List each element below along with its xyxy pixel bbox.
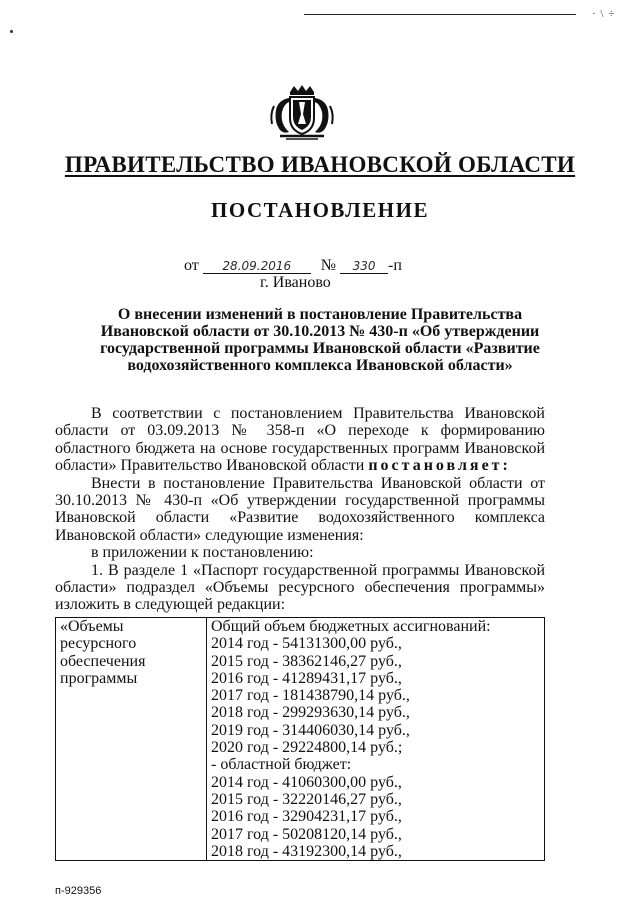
- budget-line: 2018 год - 299293630,14 руб.,: [211, 704, 410, 722]
- budget-line: 2019 год - 314406030,14 руб.,: [211, 721, 410, 739]
- coat-of-arms-icon: [266, 84, 338, 140]
- paragraph: в приложении к постановлению:: [91, 544, 314, 562]
- document-code: п-929356: [55, 885, 102, 897]
- decree-title: ПОСТАНОВЛЕНИЕ: [211, 198, 429, 222]
- budget-line: 2014 год - 41060300,00 руб.,: [211, 773, 402, 791]
- budget-line: 2016 год - 32904231,17 руб.,: [211, 808, 402, 826]
- scan-dot: [10, 30, 13, 33]
- decree-date: 28.09.2016: [203, 259, 311, 274]
- budget-line: 2015 год - 38362146,27 руб.,: [211, 652, 402, 670]
- budget-line: 2016 год - 41289431,17 руб.,: [211, 669, 402, 687]
- budget-line: 2014 год - 54131300,00 руб.,: [211, 635, 402, 653]
- budget-line: 2020 год - 29224800,14 руб.;: [211, 739, 403, 757]
- from-label: от: [184, 257, 199, 274]
- budget-line: 2017 год - 181438790,14 руб.,: [211, 687, 410, 705]
- government-title: ПРАВИТЕЛЬСТВО ИВАНОВСКОЙ ОБЛАСТИ: [64, 152, 576, 177]
- budget-line: - областной бюджет:: [211, 756, 352, 774]
- subject-line: О внесении изменений в постановление Правительства: [117, 306, 523, 323]
- table-value-cell: [207, 618, 545, 861]
- paragraph: В соответствии с постановлением Правительства Ивановской области от 03.09.2013 № 358-п «О переходе к формированию областного бюджета на основе государственных программ Ивановской области» Правительство Ивановской области постановляет:: [55, 405, 545, 475]
- resources-table: [55, 617, 545, 861]
- number-label: №: [320, 257, 337, 274]
- number-suffix: -п: [388, 257, 402, 274]
- decree-word: постановляет:: [368, 457, 511, 475]
- decree-body: [55, 405, 545, 614]
- date-number-line: [184, 257, 402, 275]
- city: г. Иваново: [260, 274, 331, 291]
- budget-line: 2017 год - 50208120,14 руб.,: [211, 825, 402, 843]
- table-label-cell: «Объемы ресурсного обеспечения программы: [56, 618, 207, 861]
- paragraph: Внести в постановление Правительства Ивановской области от 30.10.2013 № 430-п «Об утверждении государственной программы Ивановской области «Развитие водохозяйственного комплекса Ивановской области» следующие изменения:: [55, 474, 545, 544]
- paragraph: 1. В разделе 1 «Паспорт государственной программы Ивановской области» подраздел «Объемы ресурсного обеспечения программы» изложить в следующей редакции:: [55, 561, 545, 614]
- top-rule: [304, 14, 576, 15]
- subject-line: водохозяйственного комплекса Ивановской области»: [127, 357, 513, 374]
- budget-line: 2018 год - 43192300,14 руб.,: [211, 842, 402, 860]
- subject-line: государственной программы Ивановской области «Развитие: [100, 340, 540, 357]
- decree-number: 330: [340, 259, 388, 274]
- decree-subject: [88, 306, 552, 374]
- budget-line: 2015 год - 32220146,27 руб.,: [211, 790, 402, 808]
- table-row: [56, 618, 545, 861]
- subject-line: Ивановской области от 30.10.2013 № 430-п «Об утверждении: [100, 323, 540, 340]
- scan-mark: · \ ÷: [592, 8, 616, 20]
- budget-line: Общий объем бюджетных ассигнований:: [211, 618, 491, 635]
